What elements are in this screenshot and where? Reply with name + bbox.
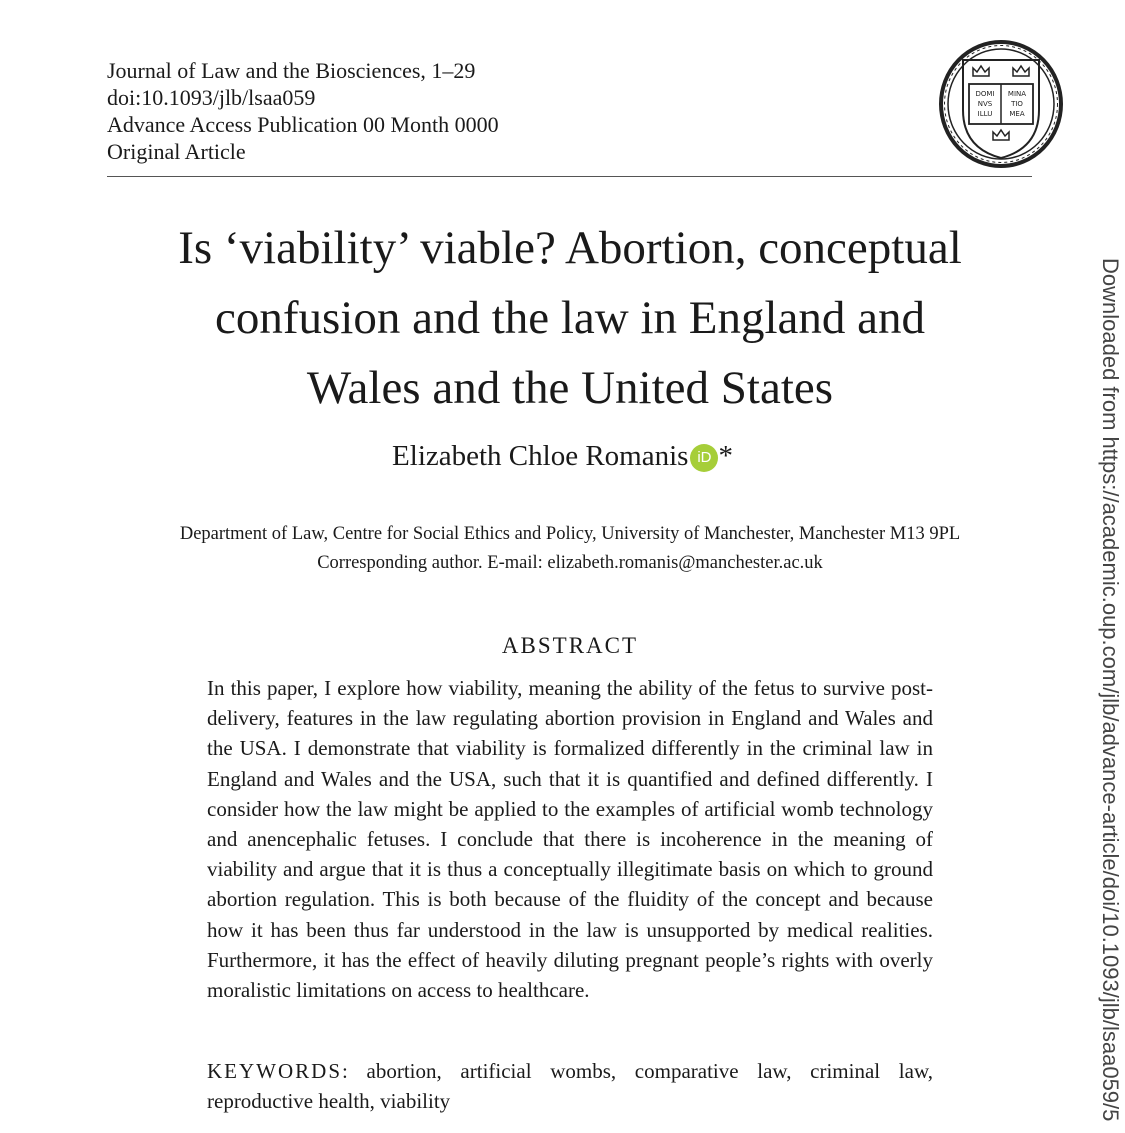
oxford-seal-logo (937, 38, 1065, 170)
affiliation-department: Department of Law, Centre for Social Ethics and Policy, University of Manchester, Manchester M13 9PL (179, 524, 961, 544)
keywords (207, 1056, 933, 1116)
seal-text-left-2: NVS (977, 100, 993, 108)
seal-text-left-3: ILLU (977, 110, 993, 118)
author-name: Elizabeth Chloe Romanis (392, 440, 689, 472)
keywords-text: : abortion, artificial wombs, comparative law, criminal law, reproductive health, viability (207, 1059, 933, 1113)
author-line (0, 440, 1125, 473)
journal-citation: Journal of Law and the Biosciences, 1–29 (107, 58, 476, 83)
affiliation (0, 520, 1125, 578)
article-title (90, 213, 1050, 423)
author-marker: * (718, 440, 733, 472)
seal-text-left-1: DOMI (975, 90, 995, 98)
title-line-2: confusion and the law in England and (214, 292, 926, 344)
abstract-body: In this paper, I explore how viability, meaning the ability of the fetus to survive post-delivery, features in the law regulating abortion provision in England and Wales and the USA. I demonstrate that viability is formalized differently in the criminal law in England and Wales and the USA, such that it is quantified and defined differently. I consider how the law might be applied to the examples of artificial womb technology and anencephalic fetuses. I conclude that there is incoherence in the meaning of viability and argue that it is thus a conceptually illegitimate basis on which to ground abortion regulation. This is both because of the fluidity of the concept and because how it has been thus far understood in the law is unsupported by medical realities. Furthermore, it has the effect of heavily diluting pregnant people’s rights with overly moralistic limitations on access to healthcare. (207, 676, 933, 1003)
journal-meta (107, 57, 499, 165)
corresponding-author: Corresponding author. E-mail: elizabeth.romanis@manchester.ac.uk (317, 553, 823, 573)
keywords-label: KEYWORDS (207, 1059, 342, 1083)
journal-doi[interactable]: doi:10.1093/jlb/lsaa059 (107, 85, 316, 110)
article-type: Original Article (107, 139, 246, 164)
orcid-icon[interactable]: iD (690, 444, 718, 472)
seal-text-right-1: MINA (1007, 90, 1027, 98)
seal-text-right-3: MEA (1009, 110, 1025, 118)
seal-text-right-2: TIO (1011, 100, 1023, 108)
header-divider (107, 176, 1032, 177)
download-watermark (1085, 258, 1125, 1133)
abstract-heading: ABSTRACT (501, 633, 639, 658)
title-line-3: Wales and the United States (306, 362, 834, 414)
title-line-1: Is ‘viability’ viable? Abortion, conceptual (178, 222, 962, 274)
journal-publication: Advance Access Publication 00 Month 0000 (107, 112, 499, 137)
watermark-text: Downloaded from https://academic.oup.com/jlb/advance-article/doi/10.1093/jlb/lsaa059/5 (1098, 258, 1123, 1122)
